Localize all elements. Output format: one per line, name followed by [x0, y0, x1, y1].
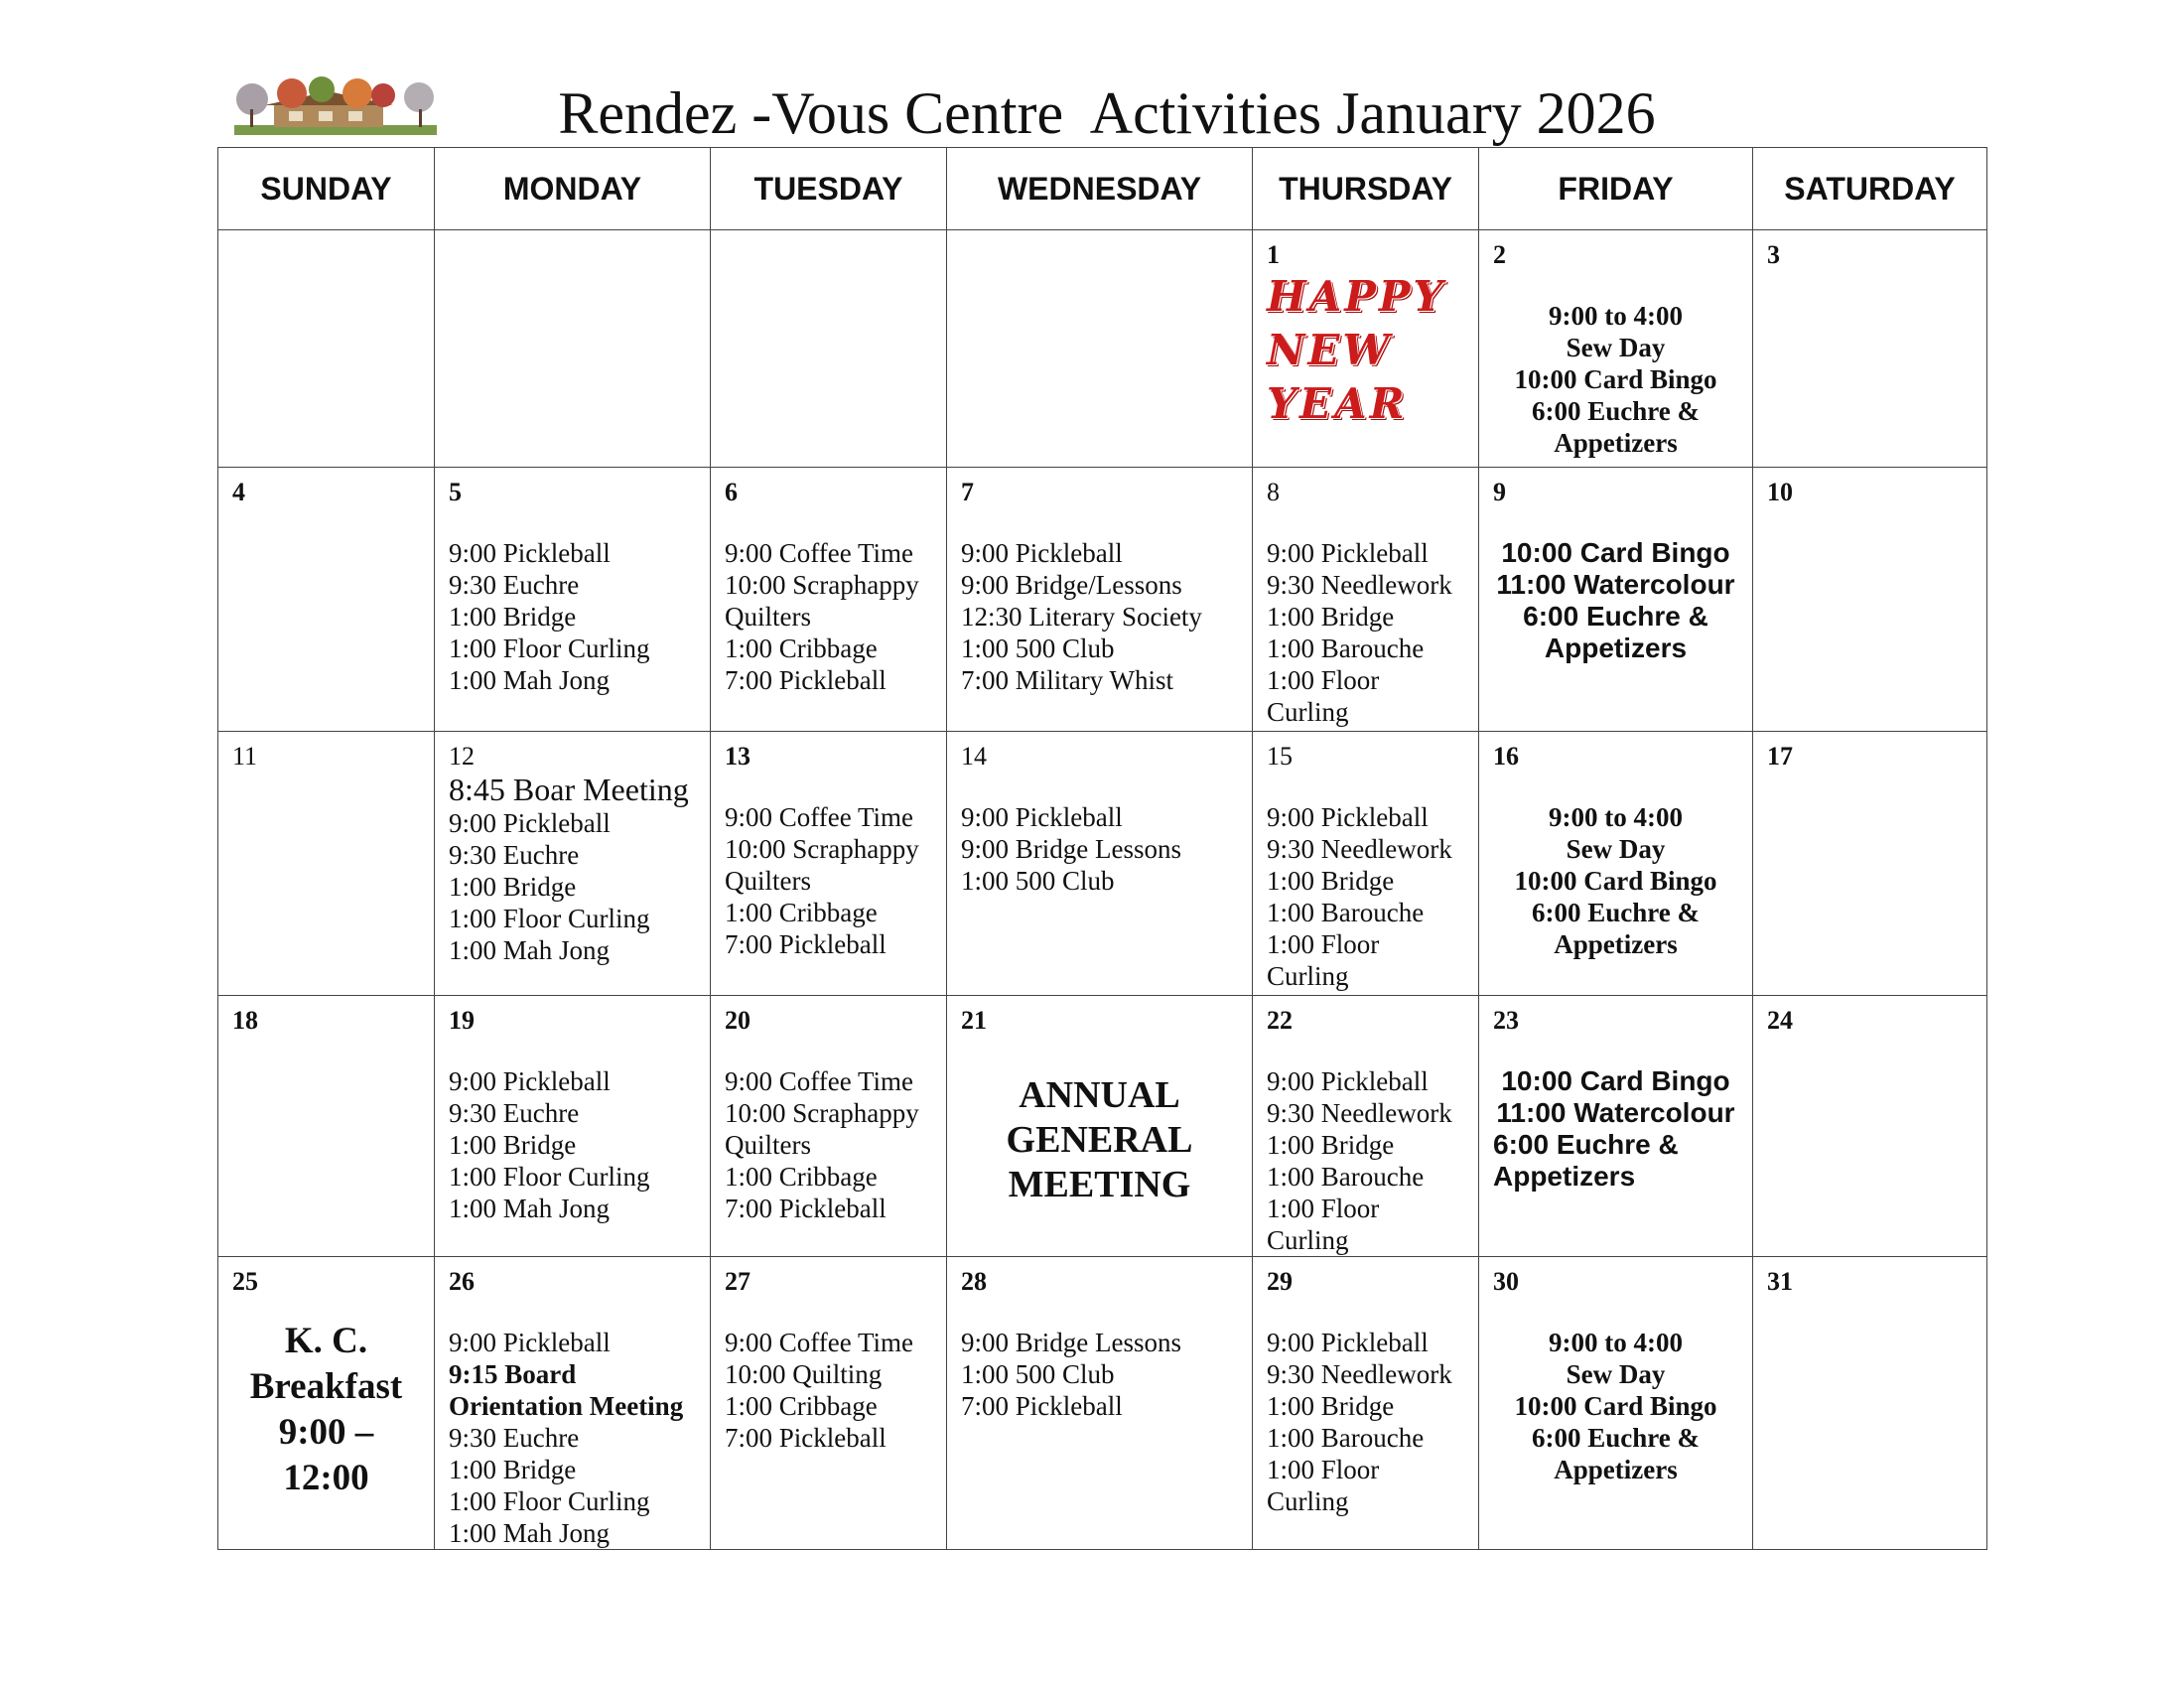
- event-list: [1267, 1065, 1464, 1256]
- event: 9:00 Pickleball: [1267, 538, 1429, 568]
- event: Sew Day: [1566, 1359, 1666, 1389]
- event: 1:00 Mah Jong: [449, 935, 610, 965]
- day-number: 15: [1267, 742, 1293, 771]
- event: 7:00 Military Whist: [961, 665, 1173, 695]
- event: 10:00 Card Bingo: [1501, 1065, 1730, 1096]
- day-cell: [435, 468, 711, 732]
- day-number: 7: [961, 478, 974, 506]
- day-cell: [1479, 468, 1753, 732]
- event: 1:00 Floor: [1267, 1194, 1380, 1223]
- event: 1:00 Cribbage: [725, 633, 878, 663]
- day-number: 20: [725, 1006, 751, 1035]
- weekday-header: THURSDAY: [1253, 148, 1479, 230]
- day-number: 8: [1267, 478, 1280, 506]
- calendar-table: [217, 147, 1987, 1550]
- event-list: [961, 537, 1238, 696]
- event: 1:00 Cribbage: [725, 1391, 878, 1421]
- event: 1:00 Floor Curling: [449, 633, 650, 663]
- day-cell: [1479, 1257, 1753, 1550]
- event: 1:00 Barouche: [1267, 1423, 1425, 1453]
- week-row: [218, 996, 1987, 1257]
- event-list: [1267, 537, 1464, 728]
- event: 10:00 Card Bingo: [1501, 537, 1730, 568]
- event: 1:00 Bridge: [449, 602, 577, 632]
- event: 9:00 Coffee Time: [725, 1066, 914, 1096]
- kc-breakfast-event: K. C. Breakfast 9:00 – 12:00: [249, 1321, 403, 1498]
- day-cell: [1479, 230, 1753, 468]
- day-cell: [947, 996, 1253, 1257]
- event: 9:00 Pickleball: [449, 808, 611, 838]
- event-list: [1493, 1065, 1738, 1193]
- day-number: 22: [1267, 1006, 1293, 1035]
- event: 9:30 Euchre: [449, 570, 580, 600]
- event: 1:00 Bridge: [1267, 1391, 1395, 1421]
- day-number: 10: [1767, 478, 1793, 506]
- event: Appetizers: [1554, 1455, 1678, 1484]
- event-list: [1493, 1327, 1738, 1485]
- weekday-header: SATURDAY: [1753, 148, 1987, 230]
- event: 7:00 Pickleball: [725, 665, 887, 695]
- event: Appetizers: [1554, 929, 1678, 959]
- day-cell: [1253, 468, 1479, 732]
- event: 1:00 500 Club: [961, 1359, 1115, 1389]
- event-list: [1267, 1327, 1464, 1517]
- event: 7:00 Pickleball: [961, 1391, 1123, 1421]
- day-number: 1: [1267, 240, 1280, 269]
- event-list: [725, 537, 932, 696]
- event: 9:30 Needlework: [1267, 834, 1452, 864]
- day-cell: [1753, 996, 1987, 1257]
- event: 1:00 Floor: [1267, 665, 1380, 695]
- event: Quilters: [725, 866, 811, 896]
- event: 9:15 Board: [449, 1359, 577, 1389]
- event-list: [725, 1065, 932, 1224]
- event: Quilters: [725, 602, 811, 632]
- event: Curling: [1267, 961, 1349, 991]
- day-cell-empty: [218, 230, 435, 468]
- event: 9:30 Euchre: [449, 1423, 580, 1453]
- day-number: 31: [1767, 1267, 1793, 1296]
- event: 1:00 Bridge: [449, 1130, 577, 1160]
- event: Appetizers: [1544, 633, 1688, 663]
- event: 10:00 Card Bingo: [1514, 866, 1717, 896]
- event: 9:30 Needlework: [1267, 1098, 1452, 1128]
- day-cell: [218, 1257, 435, 1550]
- event: 6:00 Euchre &: [1532, 396, 1700, 426]
- day-cell: [1253, 230, 1479, 468]
- event: 10:00 Scraphappy: [725, 834, 919, 864]
- event: 9:00 Bridge/Lessons: [961, 570, 1182, 600]
- day-cell-empty: [435, 230, 711, 468]
- event: Sew Day: [1566, 333, 1666, 362]
- day-number: 13: [725, 742, 751, 771]
- event-list: [449, 537, 696, 696]
- event: 1:00 Floor Curling: [449, 1486, 650, 1516]
- event: Curling: [1267, 697, 1349, 727]
- event: Quilters: [725, 1130, 811, 1160]
- event-list: [1267, 801, 1464, 992]
- day-number: 27: [725, 1267, 751, 1296]
- event-list: [725, 801, 932, 960]
- event: 9:00 to 4:00: [1549, 802, 1683, 832]
- day-number: 14: [961, 742, 987, 771]
- event: 7:00 Pickleball: [725, 1194, 887, 1223]
- day-cell: [1753, 468, 1987, 732]
- day-cell: [711, 996, 947, 1257]
- day-number: 2: [1493, 240, 1506, 269]
- event: 1:00 Barouche: [1267, 898, 1425, 927]
- event: 1:00 Barouche: [1267, 1162, 1425, 1192]
- day-number: 28: [961, 1267, 987, 1296]
- event-list: [1493, 300, 1738, 459]
- event: 1:00 Barouche: [1267, 633, 1425, 663]
- event: 9:30 Needlework: [1267, 1359, 1452, 1389]
- day-cell: [947, 1257, 1253, 1550]
- event: 1:00 Bridge: [1267, 866, 1395, 896]
- event: 1:00 500 Club: [961, 633, 1115, 663]
- event: 1:00 Bridge: [449, 872, 577, 902]
- weekday-header: WEDNESDAY: [947, 148, 1253, 230]
- event: 9:00 Pickleball: [1267, 1066, 1429, 1096]
- weekday-header-row: [218, 148, 1987, 230]
- event: 9:00 Pickleball: [1267, 802, 1429, 832]
- day-number: 12: [449, 742, 475, 771]
- event: 1:00 Floor Curling: [449, 1162, 650, 1192]
- day-number: 3: [1767, 240, 1780, 269]
- day-number: 16: [1493, 742, 1519, 771]
- weekday-header: TUESDAY: [711, 148, 947, 230]
- event-list: [961, 801, 1238, 897]
- event: 9:00 Pickleball: [449, 1328, 611, 1357]
- day-number: 11: [232, 742, 258, 771]
- event: 10:00 Quilting: [725, 1359, 883, 1389]
- event: 9:00 Pickleball: [961, 538, 1123, 568]
- event: Appetizers: [1554, 428, 1678, 458]
- event: 9:30 Euchre: [449, 1098, 580, 1128]
- week-row: [218, 732, 1987, 996]
- event: 12:30 Literary Society: [961, 602, 1202, 632]
- event: 1:00 Floor: [1267, 929, 1380, 959]
- event: 11:00 Watercolour: [1496, 1097, 1735, 1128]
- day-cell: [435, 1257, 711, 1550]
- event: 9:00 to 4:00: [1549, 1328, 1683, 1357]
- day-number: 17: [1767, 742, 1793, 771]
- event-list: [1493, 801, 1738, 960]
- event: 9:00 Pickleball: [449, 1066, 611, 1096]
- event: 1:00 Floor Curling: [449, 904, 650, 933]
- event: 9:00 Pickleball: [449, 538, 611, 568]
- event: 1:00 Bridge: [449, 1455, 577, 1484]
- day-cell: [435, 732, 711, 996]
- weekday-header: SUNDAY: [218, 148, 435, 230]
- event: 11:00 Watercolour: [1496, 569, 1735, 600]
- annual-general-meeting: ANNUAL GENERAL MEETING: [1006, 1074, 1193, 1205]
- event: 9:30 Euchre: [449, 840, 580, 870]
- event: 6:00 Euchre &: [1493, 1129, 1679, 1160]
- weekday-header: FRIDAY: [1479, 148, 1753, 230]
- day-cell: [947, 468, 1253, 732]
- event: 6:00 Euchre &: [1532, 1423, 1700, 1453]
- day-cell: [218, 732, 435, 996]
- event-list: [961, 1327, 1238, 1422]
- day-cell: [1479, 732, 1753, 996]
- day-cell: [1479, 996, 1753, 1257]
- day-number: 24: [1767, 1006, 1793, 1035]
- day-cell: [1753, 1257, 1987, 1550]
- day-number: 25: [232, 1267, 258, 1296]
- day-cell: [711, 732, 947, 996]
- event: 1:00 Cribbage: [725, 898, 878, 927]
- event-list: [449, 1065, 696, 1224]
- happy-new-year-greeting: HAPPY NEW YEAR: [1267, 272, 1446, 428]
- event: 10:00 Scraphappy: [725, 1098, 919, 1128]
- event-list: [449, 1327, 696, 1549]
- day-number: 9: [1493, 478, 1506, 506]
- event: 9:00 Bridge Lessons: [961, 1328, 1181, 1357]
- event: 9:00 Bridge Lessons: [961, 834, 1181, 864]
- day-cell: [218, 996, 435, 1257]
- event: 10:00 Card Bingo: [1514, 1391, 1717, 1421]
- event: Orientation Meeting: [449, 1391, 684, 1421]
- day-number: 18: [232, 1006, 258, 1035]
- day-number: 5: [449, 478, 462, 506]
- day-cell: [711, 1257, 947, 1550]
- event: 10:00 Scraphappy: [725, 570, 919, 600]
- week-row: [218, 230, 1987, 468]
- event-list: [1493, 537, 1738, 664]
- day-cell: [1253, 732, 1479, 996]
- event: 9:00 Coffee Time: [725, 538, 914, 568]
- event: 7:00 Pickleball: [725, 929, 887, 959]
- day-cell: [218, 468, 435, 732]
- day-number: 19: [449, 1006, 475, 1035]
- event: 7:00 Pickleball: [725, 1423, 887, 1453]
- event: 9:00 Coffee Time: [725, 802, 914, 832]
- event: 1:00 Mah Jong: [449, 1194, 610, 1223]
- day-number: 4: [232, 478, 245, 506]
- day-number: 21: [961, 1006, 987, 1035]
- day-cell: [435, 996, 711, 1257]
- board-meeting-event: 8:45 Boar Meeting: [449, 772, 689, 807]
- day-number: 30: [1493, 1267, 1519, 1296]
- event: 9:00 to 4:00: [1549, 301, 1683, 331]
- event-list: [725, 1327, 932, 1454]
- event: 9:00 Pickleball: [1267, 1328, 1429, 1357]
- event: Curling: [1267, 1486, 1349, 1516]
- event: Curling: [1267, 1225, 1349, 1255]
- event: 6:00 Euchre &: [1532, 898, 1700, 927]
- weekday-header: MONDAY: [435, 148, 711, 230]
- event: 1:00 Bridge: [1267, 1130, 1395, 1160]
- event: Sew Day: [1566, 834, 1666, 864]
- event: 9:00 Pickleball: [961, 802, 1123, 832]
- event: 1:00 Mah Jong: [449, 1518, 610, 1548]
- day-cell: [711, 468, 947, 732]
- event: 10:00 Card Bingo: [1514, 364, 1717, 394]
- day-cell-empty: [711, 230, 947, 468]
- event: 1:00 Mah Jong: [449, 665, 610, 695]
- day-number: 23: [1493, 1006, 1519, 1035]
- week-row: [218, 1257, 1987, 1550]
- event: 1:00 Cribbage: [725, 1162, 878, 1192]
- day-number: 29: [1267, 1267, 1293, 1296]
- event: 9:00 Coffee Time: [725, 1328, 914, 1357]
- day-cell: [1753, 230, 1987, 468]
- event: Appetizers: [1493, 1161, 1636, 1192]
- event-list: [449, 807, 696, 966]
- week-row: [218, 468, 1987, 732]
- day-cell: [947, 732, 1253, 996]
- day-cell: [1253, 1257, 1479, 1550]
- event: 1:00 Bridge: [1267, 602, 1395, 632]
- day-number: 6: [725, 478, 738, 506]
- page-title: Rendez -Vous Centre Activities January 2026: [558, 80, 1656, 146]
- event: 6:00 Euchre &: [1523, 601, 1708, 632]
- day-cell: [1253, 996, 1479, 1257]
- day-number: 26: [449, 1267, 475, 1296]
- event: 9:30 Needlework: [1267, 570, 1452, 600]
- event: 1:00 500 Club: [961, 866, 1115, 896]
- day-cell: [1753, 732, 1987, 996]
- day-cell-empty: [947, 230, 1253, 468]
- event: 1:00 Floor: [1267, 1455, 1380, 1484]
